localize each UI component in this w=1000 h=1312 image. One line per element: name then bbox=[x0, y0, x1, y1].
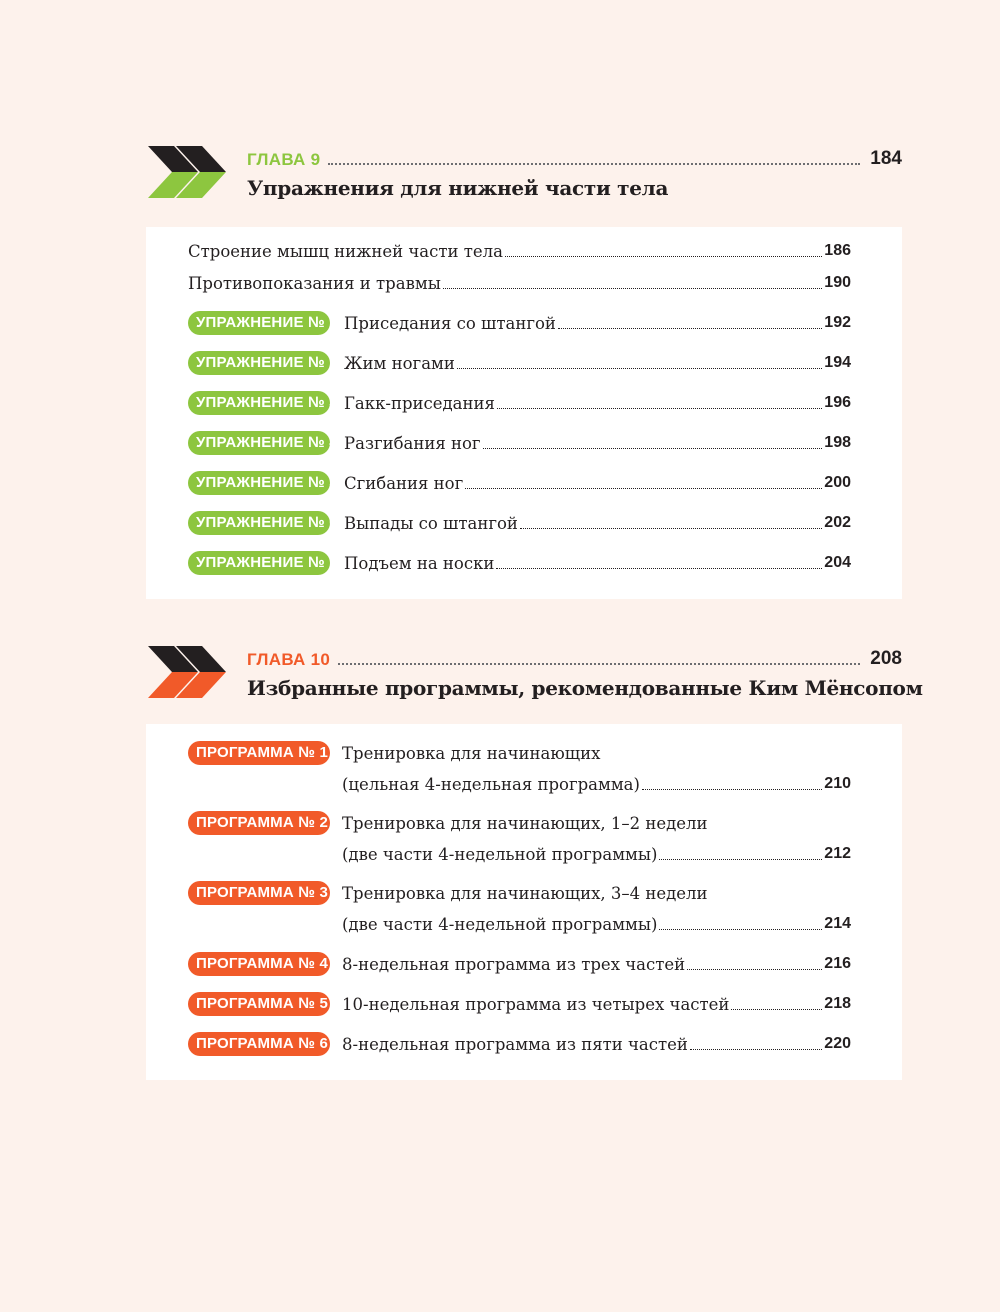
dot-leader bbox=[457, 368, 822, 369]
dot-leader bbox=[496, 568, 822, 569]
program-entry[interactable] bbox=[188, 811, 851, 871]
entry-text-line1: Тренировка для начинающих, 1–2 недели bbox=[342, 814, 708, 833]
toc-entry[interactable] bbox=[188, 238, 851, 264]
program-entry[interactable] bbox=[188, 741, 851, 801]
dot-leader bbox=[659, 859, 822, 860]
entry-text-line1: Тренировка для начинающих, 3–4 недели bbox=[342, 884, 708, 903]
entry-page-number: 194 bbox=[824, 354, 851, 371]
entry-text-line2: (цельная 4-недельная программа) bbox=[342, 774, 640, 794]
dot-leader bbox=[338, 663, 860, 665]
toc-entry[interactable] bbox=[188, 270, 851, 296]
dot-leader bbox=[443, 288, 822, 289]
dot-leader bbox=[659, 929, 822, 930]
program-entry[interactable] bbox=[188, 881, 851, 941]
program-badge: ПРОГРАММА № 1 bbox=[188, 741, 330, 765]
double-chevron-icon bbox=[146, 144, 228, 200]
chapter-heading-line[interactable] bbox=[247, 146, 902, 170]
exercise-badge: УПРАЖНЕНИЕ № 5 bbox=[188, 471, 330, 495]
dot-leader bbox=[328, 163, 860, 165]
program-entry[interactable] bbox=[188, 991, 851, 1017]
entry-page-number: 200 bbox=[824, 474, 851, 491]
entry-text: Приседания со штангой bbox=[344, 313, 556, 333]
dot-leader bbox=[690, 1049, 822, 1050]
entry-page-number: 202 bbox=[824, 514, 851, 531]
program-entry[interactable] bbox=[188, 1031, 851, 1057]
chapter-label: ГЛАВА 10 bbox=[247, 650, 331, 669]
entry-text-line2: (две части 4-недельной программы) bbox=[342, 844, 658, 864]
entry-text: Разгибания ног bbox=[344, 433, 481, 453]
exercise-entry[interactable] bbox=[188, 550, 851, 576]
dot-leader bbox=[497, 408, 822, 409]
exercise-entry[interactable] bbox=[188, 350, 851, 376]
entry-page-number: 204 bbox=[824, 554, 851, 571]
exercise-entry[interactable] bbox=[188, 310, 851, 336]
entry-page-number: 210 bbox=[824, 775, 851, 792]
exercise-badge: УПРАЖНЕНИЕ № 6 bbox=[188, 511, 330, 535]
entry-page-number: 214 bbox=[824, 915, 851, 932]
program-badge: ПРОГРАММА № 4 bbox=[188, 952, 330, 976]
chapter-page-number: 208 bbox=[870, 648, 902, 669]
program-badge: ПРОГРАММА № 6 bbox=[188, 1032, 330, 1056]
program-badge: ПРОГРАММА № 5 bbox=[188, 992, 330, 1016]
dot-leader bbox=[731, 1009, 822, 1010]
entry-text: 8-недельная программа из трех частей bbox=[342, 954, 686, 974]
entry-text-line1: Тренировка для начинающих bbox=[342, 744, 601, 763]
entry-text: Противопоказания и травмы bbox=[188, 273, 441, 293]
entry-text-line2: (две части 4-недельной программы) bbox=[342, 914, 658, 934]
entry-page-number: 212 bbox=[824, 845, 851, 862]
program-badge: ПРОГРАММА № 2 bbox=[188, 811, 330, 835]
entry-text: Сгибания ног bbox=[344, 473, 464, 493]
chapter-contents-box bbox=[146, 227, 902, 599]
chapter-page-number: 184 bbox=[870, 148, 902, 169]
entry-text: 8-недельная программа из пяти частей bbox=[342, 1034, 688, 1054]
exercise-entry[interactable] bbox=[188, 390, 851, 416]
entry-page-number: 198 bbox=[824, 434, 851, 451]
program-badge: ПРОГРАММА № 3 bbox=[188, 881, 330, 905]
entry-page-number: 218 bbox=[824, 995, 851, 1012]
exercise-badge: УПРАЖНЕНИЕ № 7 bbox=[188, 551, 330, 575]
dot-leader bbox=[642, 789, 822, 790]
exercise-badge: УПРАЖНЕНИЕ № 1 bbox=[188, 311, 330, 335]
entry-text: Жим ногами bbox=[344, 353, 455, 373]
chapter-contents-box bbox=[146, 724, 902, 1080]
entry-page-number: 196 bbox=[824, 394, 851, 411]
entry-page-number: 192 bbox=[824, 314, 851, 331]
dot-leader bbox=[465, 488, 822, 489]
double-chevron-icon bbox=[146, 644, 228, 700]
exercise-entry[interactable] bbox=[188, 470, 851, 496]
dot-leader bbox=[520, 528, 822, 529]
dot-leader bbox=[483, 448, 823, 449]
entry-page-number: 220 bbox=[824, 1035, 851, 1052]
exercise-entry[interactable] bbox=[188, 510, 851, 536]
chapter-title: Упражнения для нижней части тела bbox=[247, 176, 669, 200]
exercise-badge: УПРАЖНЕНИЕ № 3 bbox=[188, 391, 330, 415]
exercise-badge: УПРАЖНЕНИЕ № 2 bbox=[188, 351, 330, 375]
entry-text: 10-недельная программа из четырех частей bbox=[342, 994, 730, 1014]
dot-leader bbox=[687, 969, 822, 970]
entry-page-number: 216 bbox=[824, 955, 851, 972]
dot-leader bbox=[505, 256, 822, 257]
exercise-badge: УПРАЖНЕНИЕ № 4 bbox=[188, 431, 330, 455]
chapter-heading-line[interactable] bbox=[247, 646, 902, 670]
entry-text: Выпады со штангой bbox=[344, 513, 518, 533]
program-entry[interactable] bbox=[188, 951, 851, 977]
chapter-title: Избранные программы, рекомендованные Ким Мёнсопом bbox=[247, 676, 923, 700]
entry-page-number: 190 bbox=[824, 274, 851, 291]
chapter-label: ГЛАВА 9 bbox=[247, 150, 321, 169]
entry-page-number: 186 bbox=[824, 242, 851, 259]
dot-leader bbox=[558, 328, 822, 329]
entry-text: Строение мышц нижней части тела bbox=[188, 241, 503, 261]
entry-text: Гакк-приседания bbox=[344, 393, 495, 413]
exercise-entry[interactable] bbox=[188, 430, 851, 456]
entry-text: Подъем на носки bbox=[344, 553, 495, 573]
